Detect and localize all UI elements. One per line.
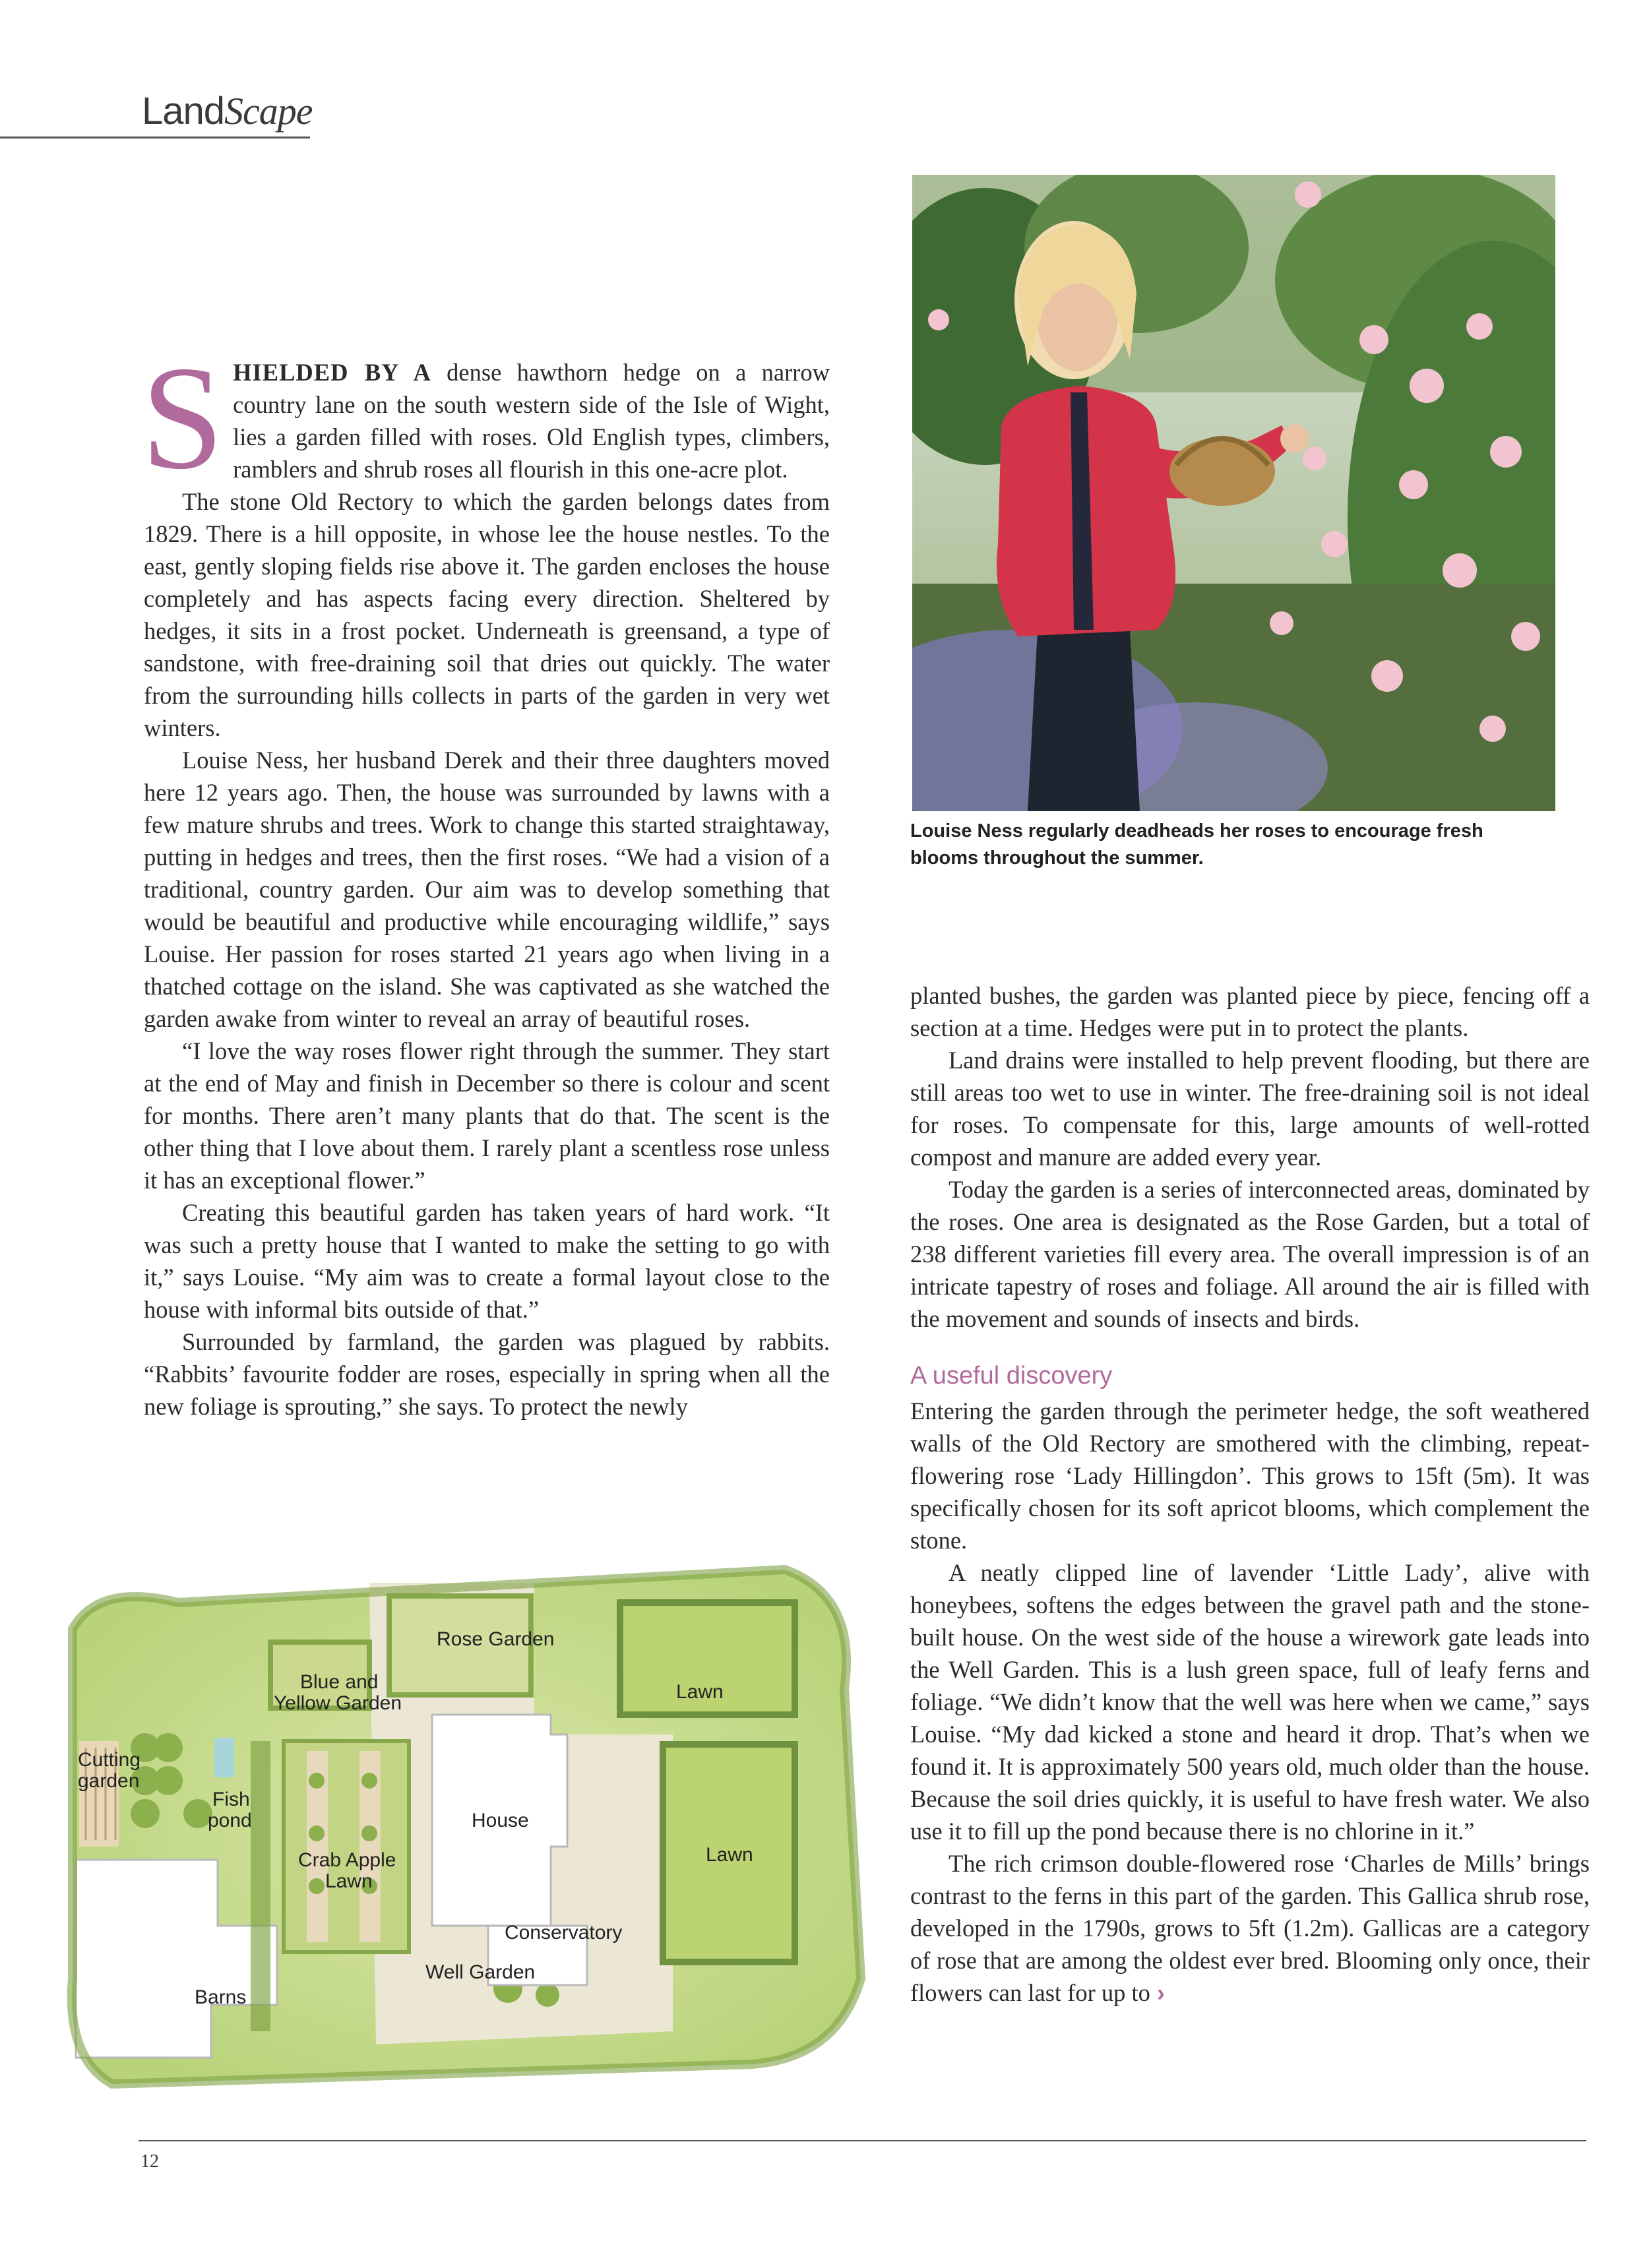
drop-cap: S bbox=[141, 335, 224, 500]
paragraph-text: dense hawthorn hedge on a narrow country lane on the south western side of the Isle of Wight, lies a garden filled with roses. Old English types, climbers, ramblers and shrub roses all flourish in this one-acre plot. bbox=[233, 359, 830, 483]
photo-caption: Louise Ness regularly deadheads her roses to encourage fresh blooms throughout the summer. bbox=[910, 820, 1483, 869]
plan-label-lawn-top: Lawn bbox=[676, 1681, 724, 1703]
hedge-line bbox=[251, 1741, 270, 2031]
paragraph-text: The rich crimson double-flowered rose ‘Charles de Mills’ brings contrast to the ferns in this part of the garden. This Gallica shrub rose, developed in the 1790s, grows to 5ft (1.2m). Gallicas are a category of rose that are among the oldest ever bred. Blooming only once, their flowers can last for up to bbox=[910, 1850, 1590, 2006]
article-paragraph: Today the garden is a series of interconnected areas, dominated by the roses. One area is designated as the Rose Garden, but a total of 238 different varieties fill every area. The overall impression is of an intricate tapestry of roses and foliage. All around the air is filled with the movement and sounds of insects and birds. bbox=[910, 1176, 1590, 1332]
section-masthead bbox=[142, 89, 313, 133]
article-paragraph: Surrounded by farmland, the garden was plagued by rabbits. “Rabbits’ favourite fodder are roses, especially in spring when all the new foliage is sprouting,” she says. To protect the newly bbox=[144, 1328, 830, 1420]
plan-label-crab-apple-2: Lawn bbox=[325, 1870, 373, 1892]
article-right-column bbox=[910, 979, 1590, 2009]
plan-label-house: House bbox=[472, 1810, 529, 1831]
masthead-main: Land bbox=[142, 90, 225, 133]
article-paragraph: Entering the garden through the perimeter hedge, the soft weathered walls of the Old Rectory are smothered with the climbing, repeat-flowering rose ‘Lady Hillingdon’. This grows to 15ft (5m). It was specifically chosen for its soft apricot blooms, which complement the stone. bbox=[910, 1397, 1590, 1554]
article-paragraph: A neatly clipped line of lavender ‘Little Lady’, alive with honeybees, softens the edges between the gravel path and the stone-built house. On the west side of the house a wirework gate leads into the Well Garden. This is a lush green space, full of leafy ferns and foliage. “We didn’t know that the well was here when we came,” says Louise. “My dad kicked a stone and heard it drop. That’s when we found it. It is approximately 500 years old, much older than the house. Because the soil dries quickly, it is useful to have fresh water. We also use it to fill up the pond because there is no chlorine in it.” bbox=[910, 1559, 1590, 1845]
article-left-column bbox=[141, 335, 830, 1423]
garden-plan-illustration bbox=[59, 1556, 871, 2097]
plan-label-fish-2: pond bbox=[208, 1810, 252, 1831]
article-paragraph: The stone Old Rectory to which the garden belongs dates from 1829. There is a hill opposite, in whose lee the house nestles. To the east, gently sloping fields rise above it. The garden encloses the house completely and has aspects facing every direction. Sheltered by hedges, it sits in a frost pocket. Underneath is greensand, a type of sandstone, with free-draining soil that dries out quickly. The water from the surrounding hills collects in parts of the garden in very wet winters. bbox=[144, 488, 830, 741]
photo-louise-deadheading-roses bbox=[912, 175, 1555, 811]
plan-label-blue-yellow-2: Yellow Garden bbox=[274, 1692, 402, 1714]
article-paragraph: planted bushes, the garden was planted piece by piece, fencing off a section at a time. Hedges were put in to protect the plants. bbox=[910, 982, 1590, 1041]
masthead-rule bbox=[0, 137, 310, 138]
article-paragraph: “I love the way roses flower right through the summer. They start at the end of May and finish in December so there is colour and scent for months. There aren’t many plants that do that. The scent is the other thing that I love about them. I rarely plant a scentless rose unless it has an exceptional flower.” bbox=[144, 1037, 830, 1194]
plan-label-rose-garden: Rose Garden bbox=[437, 1628, 555, 1650]
plan-label-fish-1: Fish bbox=[212, 1789, 250, 1810]
plan-label-well-garden: Well Garden bbox=[425, 1961, 536, 1983]
article-paragraph bbox=[910, 1847, 1590, 2009]
plan-label-cutting-1: Cutting bbox=[78, 1749, 141, 1771]
plan-label-cutting-2: garden bbox=[78, 1770, 140, 1792]
photo-illustration bbox=[912, 175, 1555, 811]
masthead-italic: Scape bbox=[224, 90, 313, 133]
plan-label-blue-yellow-1: Blue and bbox=[300, 1671, 379, 1693]
footer-rule bbox=[139, 2140, 1586, 2141]
section-subheading: A useful discovery bbox=[910, 1362, 1113, 1390]
lead-caps: HIELDED BY A bbox=[233, 359, 431, 386]
plan-label-crab-apple-1: Crab Apple bbox=[298, 1849, 396, 1871]
article-paragraph: Louise Ness, her husband Derek and their three daughters moved here 12 years ago. Then, the house was surrounded by lawns with a few mature shrubs and trees. Work to change this started straightaway, putting in hedges and trees, then the first roses. “We had a vision of a traditional, country garden. Our aim was to develop something that would be beautiful and productive while encouraging wildlife,” says Louise. Her passion for roses started 21 years ago when living in a thatched cottage on the island. She was captivated as she watched the garden awake from winter to reveal an array of beautiful roses. bbox=[144, 747, 830, 1032]
fish-pond bbox=[214, 1738, 234, 1777]
garden-plan-svg bbox=[59, 1556, 871, 2097]
plan-label-barns: Barns bbox=[195, 1986, 247, 2008]
page-number: 12 bbox=[140, 2151, 159, 2172]
crab-apple-lawn-bed bbox=[284, 1741, 409, 1952]
plan-label-conservatory: Conservatory bbox=[505, 1922, 623, 1944]
plan-label-lawn-right: Lawn bbox=[706, 1844, 753, 1866]
article-paragraph bbox=[141, 335, 830, 500]
article-paragraph: Land drains were installed to help prevent flooding, but there are still areas too wet to use in winter. The free-draining soil is not ideal for roses. To compensate for this, large amounts of well-rotted compost and manure are added every year. bbox=[910, 1047, 1590, 1171]
continue-arrow-icon[interactable]: › bbox=[1156, 1979, 1166, 2006]
article-paragraph: Creating this beautiful garden has taken years of hard work. “It was such a pretty house that I wanted to make the setting to go with it,” says Louise. “My aim was to create a formal layout close to the house with informal bits outside of that.” bbox=[144, 1199, 830, 1323]
